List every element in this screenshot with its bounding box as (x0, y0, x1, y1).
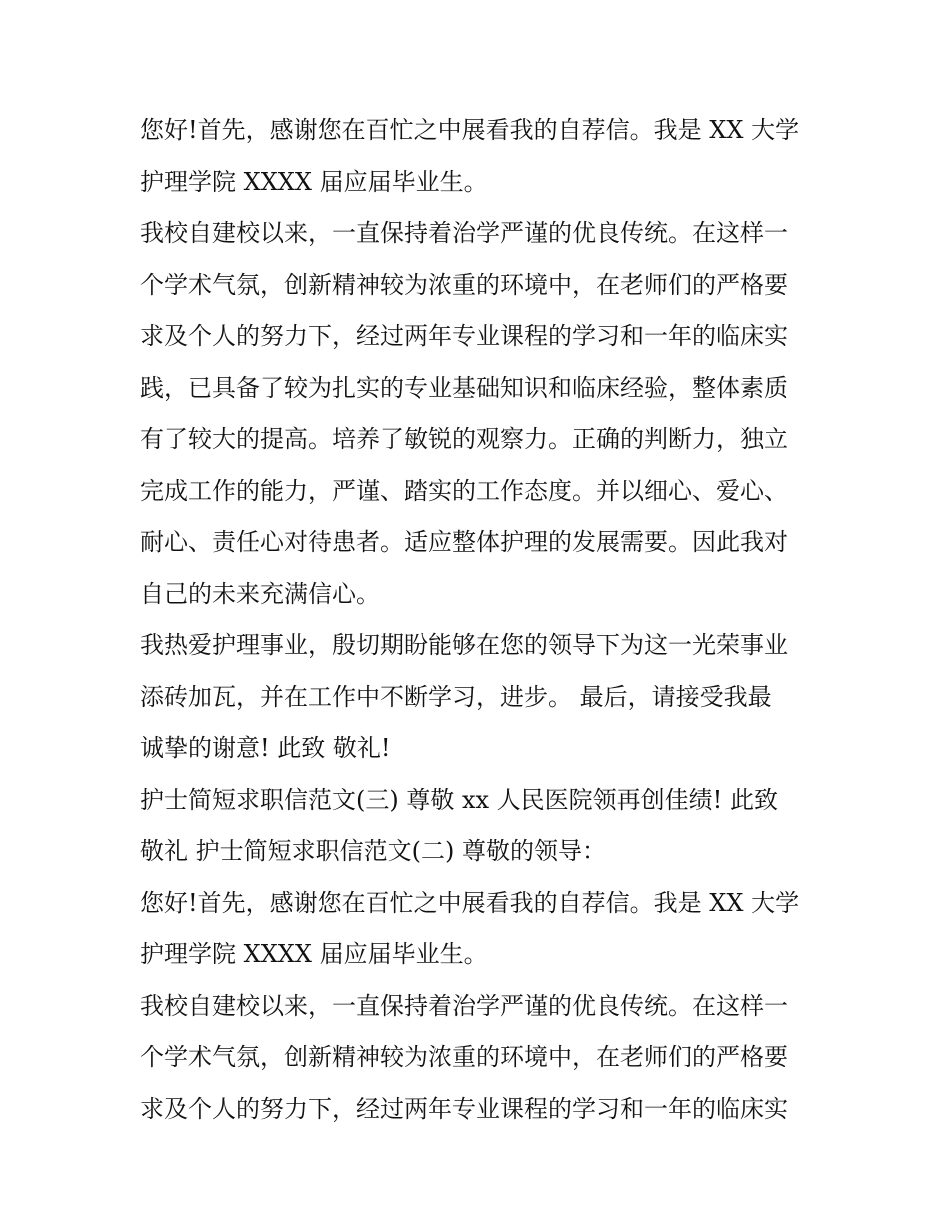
text-line: 耐心、责任心对待患者。适应整体护理的发展需要。因此我对 (140, 528, 788, 556)
text-line: 求及个人的努力下，经过两年专业课程的学习和一年的临床实 (140, 322, 788, 350)
text-line: 个学术气氛，创新精神较为浓重的环境中，在老师们的严格要 (140, 1043, 788, 1071)
text-line: 自己的未来充满信心。 (140, 579, 380, 608)
text-line: 完成工作的能力，严谨、踏实的工作态度。并以细心、爱心、 (140, 476, 788, 505)
text-line: 护士简短求职信范文(三) 尊敬 xx 人民医院领再创佳绩! 此致 (140, 785, 778, 814)
text-line: 您好!首先，感谢您在百忙之中展看我的自荐信。我是 XX 大学 (140, 888, 800, 917)
text-line: 诚挚的谢意! 此致 敬礼! (140, 734, 391, 762)
text-line: 添砖加瓦，并在工作中不断学习，进步。 最后，请接受我最 (140, 682, 772, 711)
text-line: 个学术气氛，创新精神较为浓重的环境中，在老师们的严格要 (140, 270, 788, 299)
text-line: 敬礼 护士简短求职信范文(二) 尊敬的领导： (140, 837, 606, 865)
text-line: 求及个人的努力下，经过两年专业课程的学习和一年的临床实 (140, 1094, 788, 1123)
text-line: 护理学院 XXXX 届应届毕业生。 (140, 940, 488, 968)
text-line: 我热爱护理事业，殷切期盼能够在您的领导下为这一光荣事业 (140, 631, 788, 659)
text-line: 我校自建校以来，一直保持着治学严谨的优良传统。在这样一 (140, 991, 788, 1020)
letter-body (140, 107, 840, 1137)
text-line: 护理学院 XXXX 届应届毕业生。 (140, 167, 488, 196)
text-line: 有了较大的提高。培养了敏锐的观察力。正确的判断力，独立 (140, 425, 788, 453)
text-line: 我校自建校以来，一直保持着治学严谨的优良传统。在这样一 (140, 219, 788, 247)
text-line: 您好!首先，感谢您在百忙之中展看我的自荐信。我是 XX 大学 (140, 116, 800, 144)
text-line: 践，已具备了较为扎实的专业基础知识和临床经验，整体素质 (140, 373, 788, 402)
